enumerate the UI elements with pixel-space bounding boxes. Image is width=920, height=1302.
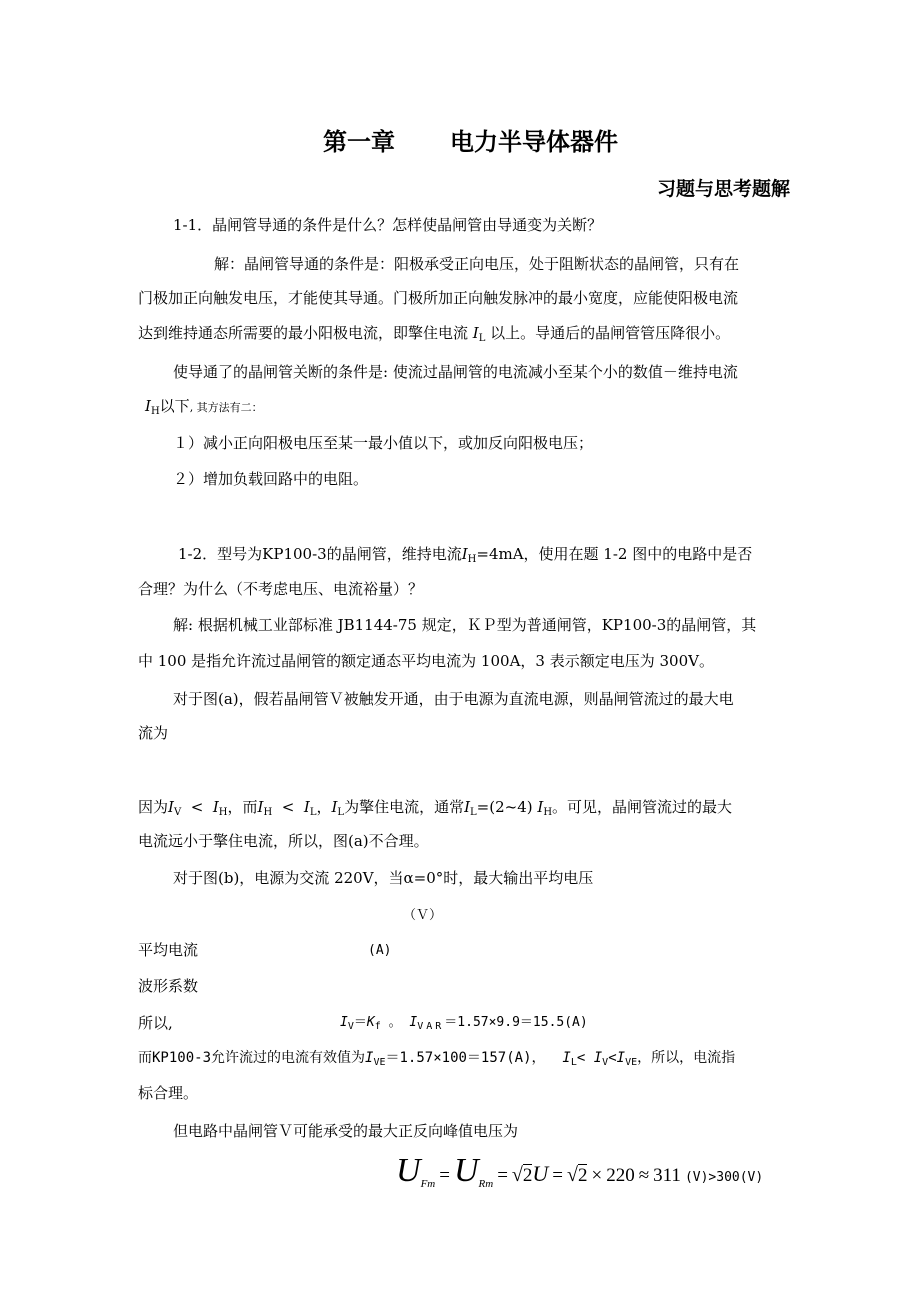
symbol: I (461, 545, 468, 563)
text: 。可见，晶闸管流过的最大 (552, 798, 733, 816)
text: 达到维持通态所需要的最小阳极电流，即擎住电流 (138, 324, 469, 342)
subscript: H (467, 554, 477, 565)
q1-method2: ２）增加负载回路中的电阻。 (173, 470, 369, 488)
sqrt-sign: √ (567, 1164, 578, 1186)
chapter-number: 第一章 (323, 127, 395, 156)
q1-answer-line2: 门极加正向触发电压，才能使其导通。门极所加正向触发脉冲的最小宽度，应能使阳极电流 (138, 289, 739, 307)
kp-line1 (138, 1048, 735, 1073)
text: ，而 (227, 798, 258, 816)
q2-answer-line4: 流为 (138, 724, 169, 742)
symbol: I (145, 397, 151, 415)
text: ，所以，电流指 (637, 1050, 736, 1066)
result-value: 311 (653, 1165, 681, 1186)
equals: = (497, 1165, 508, 1186)
subscript: V (602, 1057, 609, 1068)
symbol: I (303, 798, 310, 816)
symbol: I (537, 798, 544, 816)
section-subtitle: 习题与思考题解 (656, 178, 790, 200)
symbol: I (464, 798, 471, 816)
q1-question: 1-1．晶闸管导通的条件是什么？怎样使晶闸管由导通变为关断？ (173, 216, 603, 234)
symbol: I (340, 1015, 348, 1030)
approx: ≈ (638, 1165, 650, 1186)
subscript: L (470, 807, 477, 818)
value-220: 220 (606, 1165, 635, 1186)
sqrt-sign: √ (511, 1164, 523, 1186)
symbol: I (257, 798, 264, 816)
q2-question-line2: 合理？为什么（不考虑电压、电流裕量）？ (138, 580, 424, 598)
q2-compare-line2: 电流远小于擎住电流，所以，图(a)不合理。 (138, 832, 429, 850)
q2-compare-line1: 因为$I_V < I_H$，而$I_H < I_L$，$I_L$为擎住电流，通常$I_L=(2\sim 4)$ $I_H$。可见，晶闸管流过的最大 (138, 798, 733, 818)
text: , 其方法有二： (189, 401, 263, 414)
subscript: VE (625, 1057, 638, 1068)
subscript: VAR (417, 1021, 445, 1032)
times: × (591, 1165, 603, 1186)
text: ＝ (353, 1015, 367, 1030)
symbol: I (331, 798, 338, 816)
q1-off-line1: 使导通了的晶闸管关断的条件是: 使流过晶闸管的电流减小至某个小的数值－维持电流 (173, 363, 738, 381)
text: 1-2．型号为KP100-3的晶闸管，维持电流 (178, 545, 462, 563)
symbol: U (396, 1152, 421, 1189)
radicand: 2 (522, 1165, 533, 1186)
q2-b-line1: 对于图(b)，电源为交流 220V，当α=0°时，最大输出平均电压 (173, 869, 594, 887)
q2-answer-line2: 中 100 是指允许流过晶闸管的额定通态平均电流为 100A，3 表示额定电压为 300V。 (138, 652, 714, 670)
ivar-expression (340, 1013, 588, 1037)
less-than: < (281, 798, 295, 816)
subscript: Fm (420, 1178, 436, 1190)
so-label: 所以, (138, 1014, 173, 1032)
subscript: H (218, 807, 228, 818)
chapter-title: 电力半导体器件 (450, 127, 618, 156)
subscript: V (347, 1021, 354, 1032)
symbol: I (472, 324, 479, 342)
subscript: Rm (478, 1178, 494, 1190)
subscript: H (150, 406, 160, 417)
symbol: I (593, 1050, 603, 1066)
equals: = (552, 1165, 563, 1186)
text: 以下 (159, 397, 190, 415)
q2-answer-line1: 解: 根据机械工业部标准 JB1144-75 规定，ＫＰ型为普通闸管，KP100-3的晶闸管，其 (173, 616, 757, 634)
radicand: 2 (577, 1165, 588, 1186)
symbol: I (168, 798, 174, 816)
equals: = (439, 1165, 450, 1186)
q1-off-line2 (145, 396, 263, 422)
subscript: H (543, 807, 553, 818)
subscript: H (263, 807, 273, 818)
text: 而KP100-3允许流过的电流有效值为 (138, 1050, 366, 1066)
symbol: I (616, 1050, 626, 1066)
symbol: I (562, 1050, 571, 1066)
subscript: L (309, 807, 317, 818)
q2-question-line1 (178, 544, 752, 570)
text: 以上。导通后的晶闸管管压降很小。 (490, 324, 731, 342)
subscript: V (173, 807, 182, 818)
text: 为擎住电流，通常 (344, 798, 465, 816)
subscript: L (337, 807, 345, 818)
text: =(2~4) (476, 798, 533, 816)
text: ＝1.57×9.9＝15.5(A) (444, 1015, 588, 1030)
subscript: VE (373, 1057, 386, 1068)
less-than: < (576, 1050, 586, 1066)
kp-line2: 标合理。 (138, 1084, 199, 1102)
subscript: L (478, 333, 486, 344)
symbol: U (453, 1152, 479, 1189)
symbol: K (366, 1015, 375, 1030)
symbol: U (532, 1161, 549, 1186)
symbol: I (212, 798, 219, 816)
result-tail: (V)>300(V) (684, 1170, 764, 1185)
text: ＝1.57×100＝157(A)， (385, 1050, 546, 1066)
peak-line1: 但电路中晶闸管Ｖ可能承受的最大正反向峰值电压为 (173, 1122, 519, 1140)
q1-method1: １）减小正向阳极电压至某一最小值以下，或加反向阳极电压； (173, 434, 594, 452)
less-than: < (608, 1050, 617, 1066)
q2-answer-line3: 对于图(a)，假若晶闸管Ｖ被触发开通，由于电源为直流电源，则晶闸管流过的最大电 (173, 690, 734, 708)
q1-answer-line3 (138, 323, 730, 349)
q1-answer-line1: 解：晶闸管导通的条件是：阳极承受正向电压，处于阻断状态的晶闸管，只有在 (214, 255, 740, 273)
text: =4mA，使用在题 1-2 图中的电路中是否 (476, 545, 753, 563)
text: 。 (388, 1015, 402, 1030)
subscript: L (570, 1057, 577, 1068)
unit-volt: （Ｖ） (403, 908, 443, 923)
less-than: < (190, 798, 204, 816)
wave-factor-label: 波形系数 (138, 977, 199, 995)
symbol: I (409, 1015, 418, 1030)
unit-amp: (A) (368, 943, 392, 958)
subscript: f (374, 1021, 381, 1032)
text: 因为 (138, 798, 169, 816)
peak-voltage-formula (396, 1152, 763, 1190)
avg-current-label: 平均电流 (138, 941, 199, 959)
symbol: I (365, 1050, 374, 1066)
